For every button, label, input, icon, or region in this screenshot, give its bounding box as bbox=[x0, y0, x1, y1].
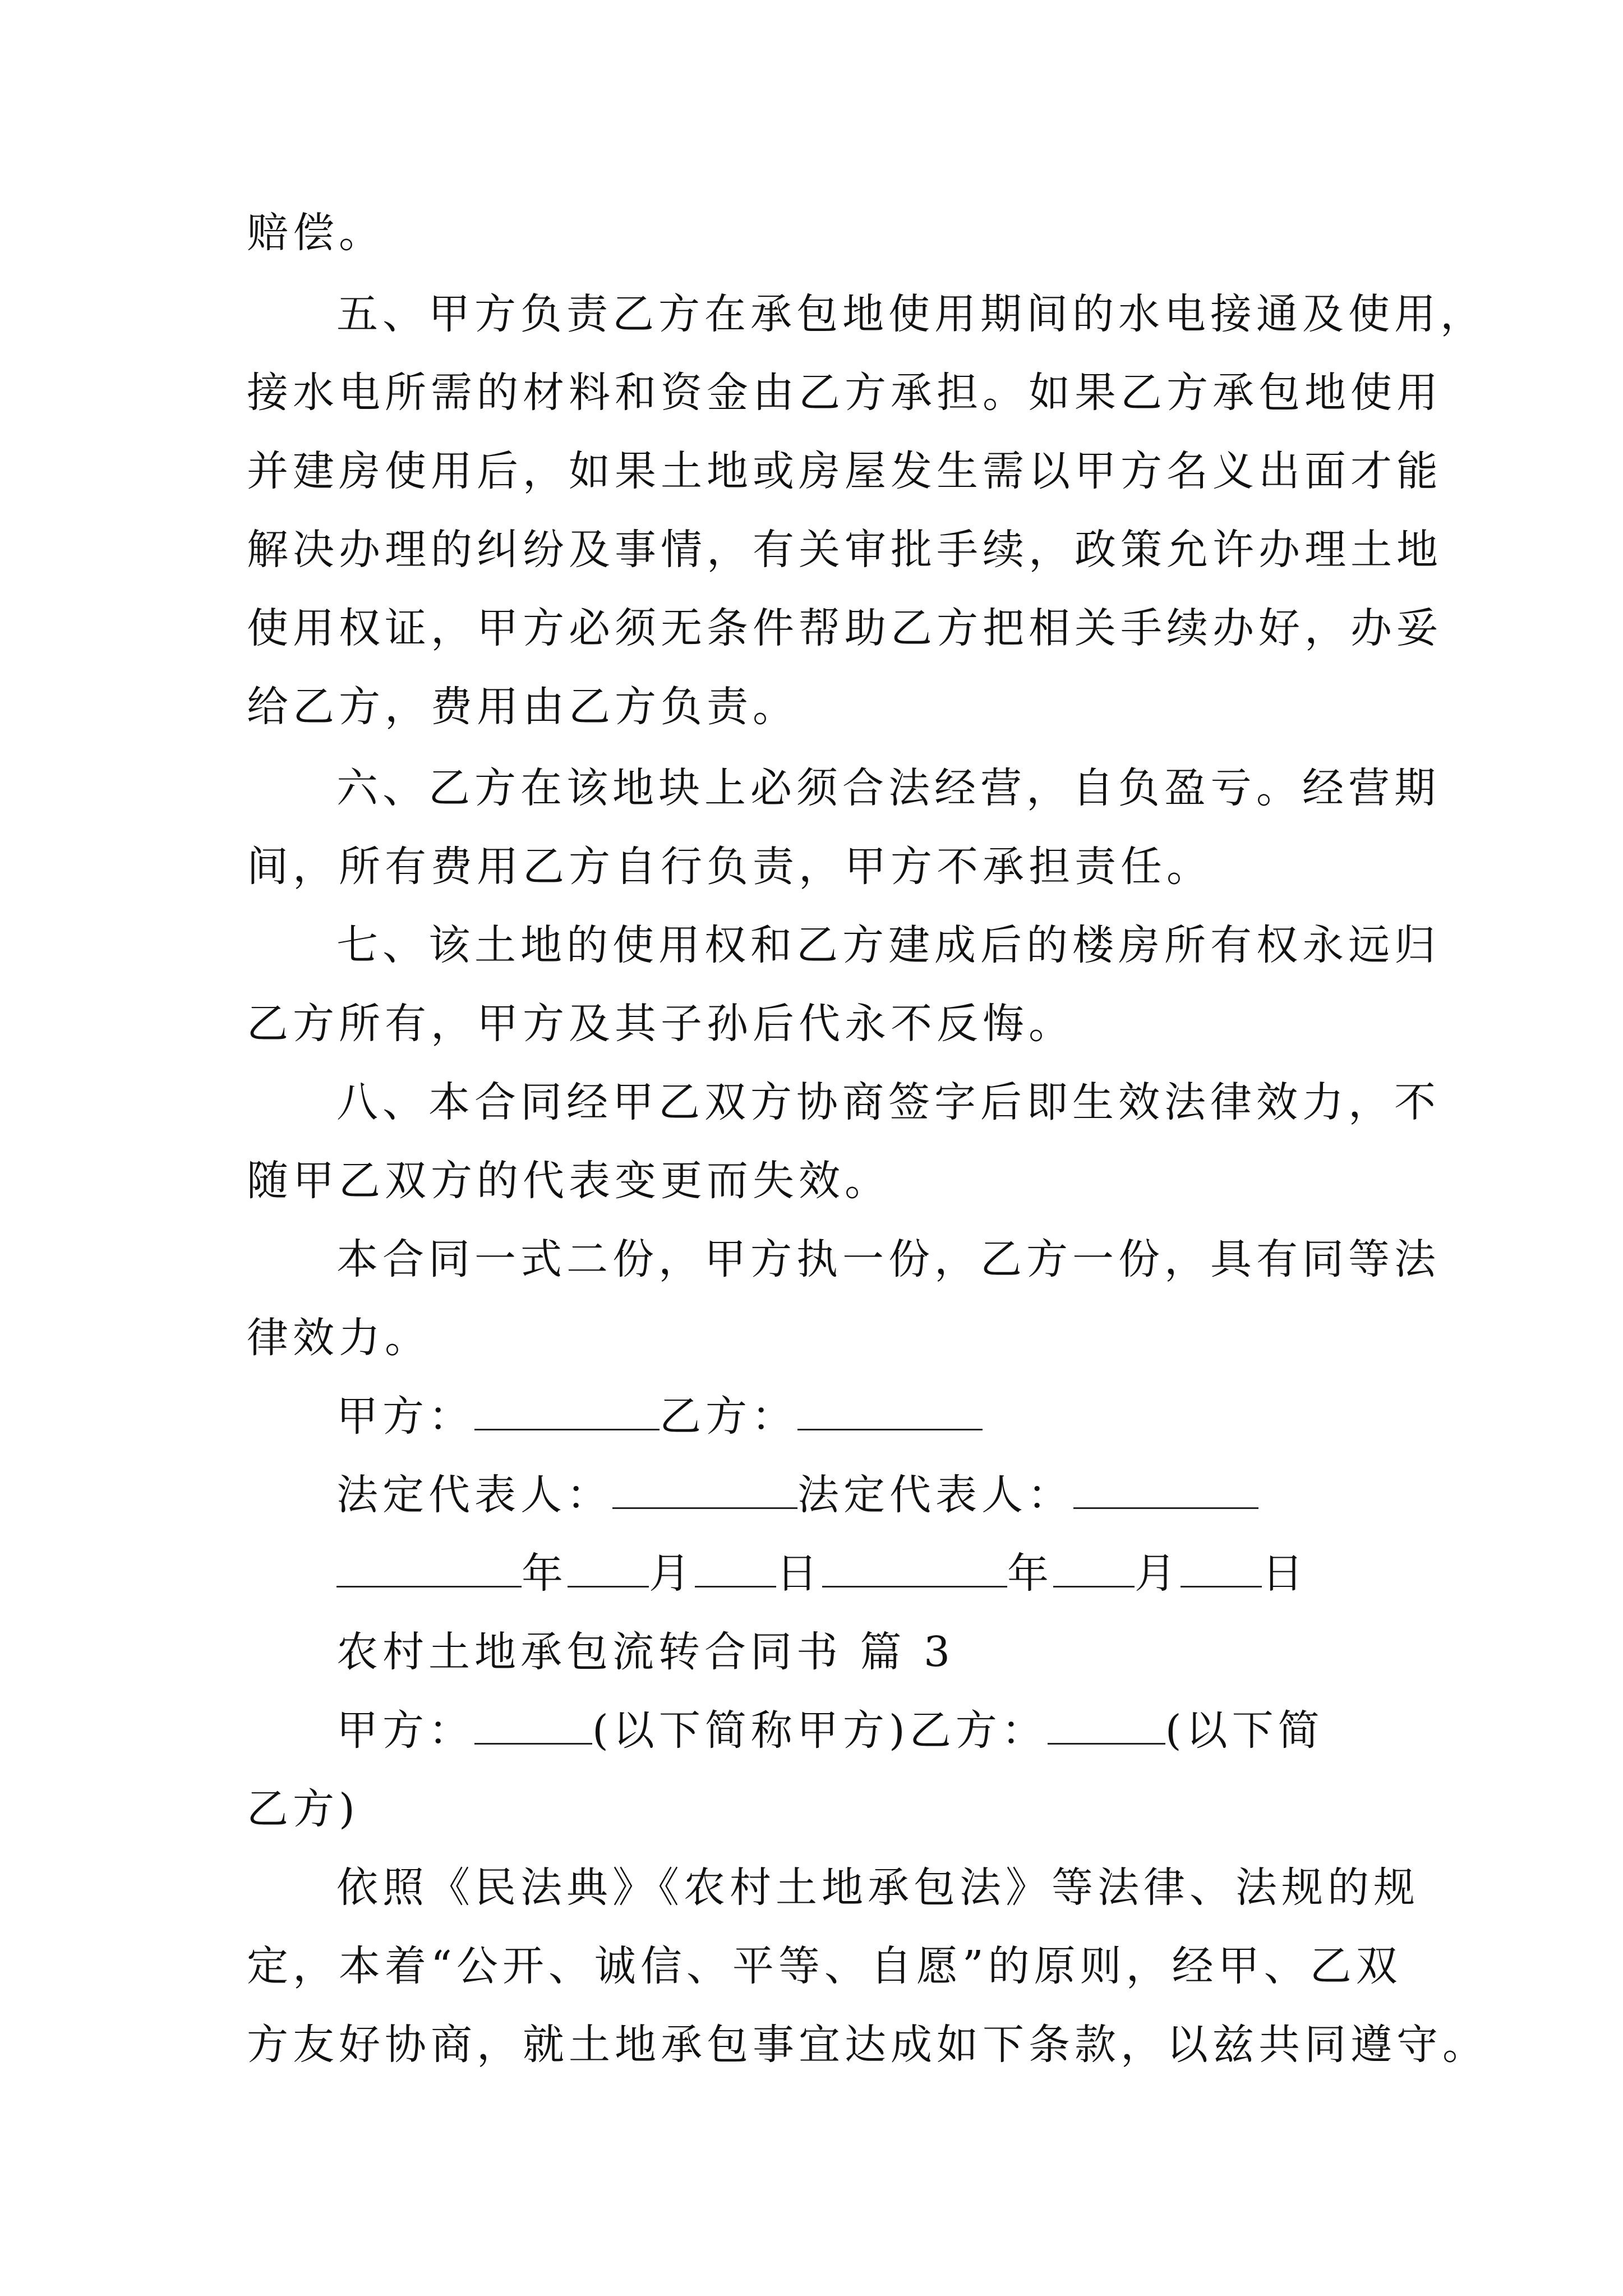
paragraph-line: 定，本着“公开、诚信、平等、自愿”的原则，经甲、乙双 bbox=[247, 1942, 1402, 1990]
day-a-blank[interactable] bbox=[695, 1547, 776, 1588]
year-b-blank[interactable] bbox=[822, 1547, 1007, 1588]
intro-party-a-blank[interactable] bbox=[474, 1704, 592, 1745]
clause-7-line: 七、该土地的使用权和乙方建成后的楼房所有权永远归 bbox=[336, 921, 1440, 969]
party-b-blank[interactable] bbox=[797, 1389, 983, 1430]
copies-line: 本合同一式二份，甲方执一份，乙方一份，具有同等法 bbox=[336, 1235, 1440, 1283]
party-a-label: 甲方： bbox=[336, 1392, 474, 1441]
paragraph-line: 接水电所需的材料和资金由乙方承担。如果乙方承包地使用 bbox=[247, 369, 1442, 417]
paragraph-line: 使用权证，甲方必须无条件帮助乙方把相关手续办好，办妥 bbox=[247, 604, 1442, 652]
day-label: 日 bbox=[1262, 1549, 1308, 1598]
paragraph-line: 解决办理的纠纷及事情，有关审批手续，政策允许办理土地 bbox=[247, 526, 1442, 574]
paragraph-line: 随甲乙双方的代表变更而失效。 bbox=[247, 1157, 891, 1205]
month-b-blank[interactable] bbox=[1053, 1547, 1135, 1588]
clause-5-line: 五、甲方负责乙方在承包地使用期间的水电接通及使用， bbox=[336, 290, 1486, 338]
year-label: 年 bbox=[1007, 1549, 1053, 1598]
month-label: 月 bbox=[649, 1549, 695, 1598]
intro-party-a-note: (以下简称甲方)乙方： bbox=[592, 1706, 1048, 1755]
signature-dates bbox=[336, 1545, 1514, 1602]
paragraph-line: 给乙方，费用由乙方负责。 bbox=[247, 683, 799, 731]
basis-line: 依照《民法典》《农村土地承包法》等法律、法规的规 bbox=[336, 1864, 1419, 1912]
rep-b-label: 法定代表人： bbox=[797, 1471, 1073, 1519]
day-b-blank[interactable] bbox=[1181, 1547, 1262, 1588]
clause-6-line: 六、乙方在该地块上必须合法经营，自负盈亏。经营期 bbox=[336, 764, 1440, 812]
paragraph-line: 乙方) bbox=[247, 1785, 359, 1833]
month-label: 月 bbox=[1135, 1549, 1181, 1598]
intro-party-b-note: (以下简 bbox=[1165, 1706, 1324, 1755]
rep-a-label: 法定代表人： bbox=[336, 1471, 612, 1519]
party-b-label: 乙方： bbox=[660, 1392, 797, 1441]
year-label: 年 bbox=[522, 1549, 568, 1598]
paragraph-line: 方友好协商，就土地承包事宜达成如下条款，以兹共同遵守。 bbox=[247, 2021, 1488, 2069]
rep-b-blank[interactable] bbox=[1073, 1468, 1258, 1509]
year-a-blank[interactable] bbox=[336, 1547, 522, 1588]
paragraph-line: 间，所有费用乙方自行负责，甲方不承担责任。 bbox=[247, 843, 1212, 891]
section-title: 农村土地承包流转合同书 篇 3 bbox=[336, 1628, 955, 1676]
party-a-blank[interactable] bbox=[474, 1389, 660, 1430]
intro-party-a-label: 甲方： bbox=[336, 1706, 474, 1755]
paragraph-line: 并建房使用后，如果土地或房屋发生需以甲方名义出面才能 bbox=[247, 447, 1442, 495]
signature-representatives bbox=[336, 1467, 1514, 1523]
day-label: 日 bbox=[776, 1549, 822, 1598]
intro-party-b-blank[interactable] bbox=[1048, 1704, 1165, 1745]
clause-8-line: 八、本合同经甲乙双方协商签字后即生效法律效力，不 bbox=[336, 1078, 1440, 1126]
intro-parties-line bbox=[336, 1703, 1514, 1759]
signature-parties bbox=[336, 1388, 1514, 1444]
paragraph-line: 赔偿。 bbox=[247, 209, 385, 257]
paragraph-line: 乙方所有，甲方及其子孙后代永不反悔。 bbox=[247, 1000, 1075, 1048]
paragraph-line: 律效力。 bbox=[247, 1314, 431, 1362]
month-a-blank[interactable] bbox=[568, 1547, 649, 1588]
rep-a-blank[interactable] bbox=[612, 1468, 797, 1509]
